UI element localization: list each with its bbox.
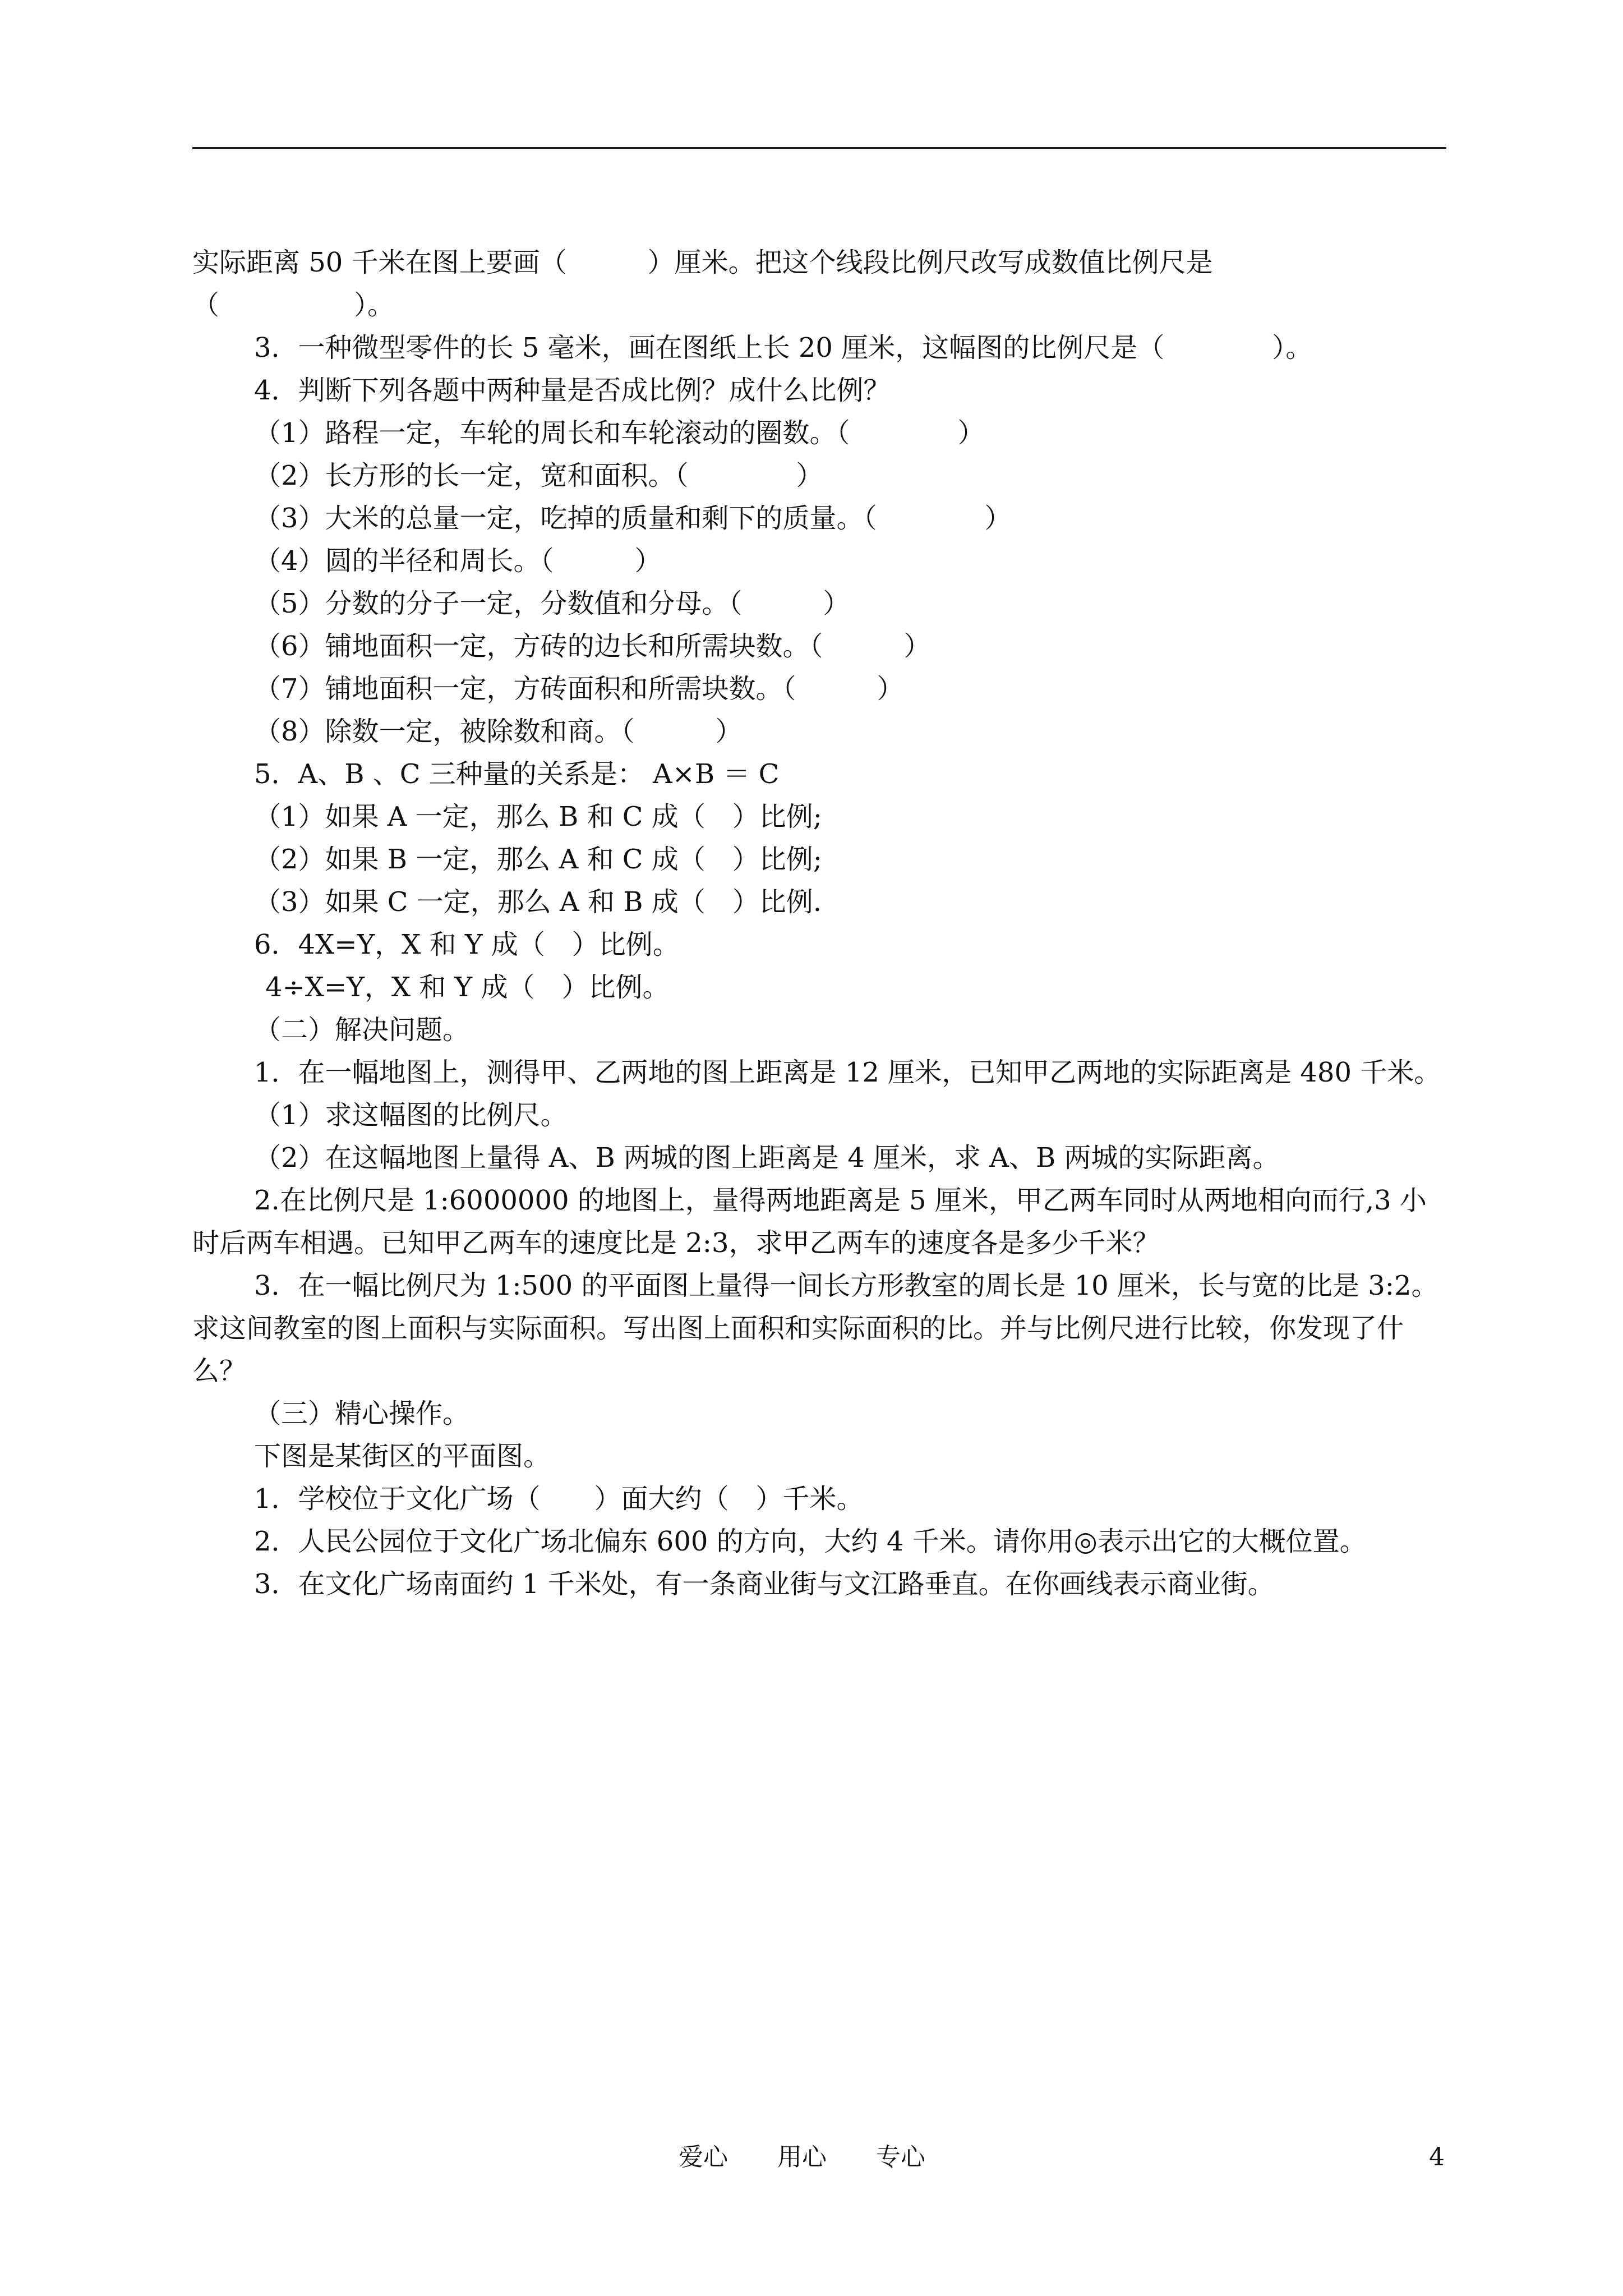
footer-motto: 爱心 用心 专心	[679, 2143, 925, 2171]
question-3: 3．一种微型零件的长 5 毫米，画在图纸上长 20 厘米，这幅图的比例尺是（ ）。	[254, 332, 1313, 364]
subquestion: （2）长方形的长一定，宽和面积。（ ）	[254, 460, 823, 491]
subquestion: （2）在这幅地图上量得 A、B 两城的图上距离是 4 厘米，求 A、B 两城的实际距离。	[254, 1142, 1280, 1174]
question-6: 6．4X=Y，X 和 Y 成（ ）比例。	[254, 929, 680, 960]
subquestion: （1）如果 A 一定，那么 B 和 C 成（ ）比例;	[254, 801, 822, 832]
question-6-part-2: 4÷X=Y，X 和 Y 成（ ）比例。	[265, 972, 670, 1003]
question-5: 5．A、B 、C 三种量的关系是： A×B ＝ C	[254, 758, 780, 790]
worksheet-body	[192, 241, 1446, 1605]
map-intro: 下图是某街区的平面图。	[254, 1441, 551, 1472]
subquestion: （5）分数的分子一定，分数值和分母。（ ）	[254, 588, 850, 619]
subquestion: （8）除数一定，被除数和商。（ ）	[254, 716, 743, 747]
subquestion: （6）铺地面积一定，方砖的边长和所需块数。（ ）	[254, 631, 931, 662]
map-question: 1．学校位于文化广场（ ）面大约（ ）千米。	[254, 1483, 864, 1515]
text-line: 实际距离 50 千米在图上要画（ ）厘米。把这个线段比例尺改写成数值比例尺是	[192, 247, 1213, 278]
subquestion: （7）铺地面积一定，方砖面积和所需块数。（ ）	[254, 673, 904, 705]
section-heading: （二）解决问题。	[254, 1014, 470, 1046]
problem-1: 1．在一幅地图上，测得甲、乙两地的图上距离是 12 厘米，已知甲乙两地的实际距离是 480 千米。	[254, 1057, 1441, 1088]
subquestion: （1）求这幅图的比例尺。	[254, 1099, 568, 1131]
subquestion: （1）路程一定，车轮的周长和车轮滚动的圈数。（ ）	[254, 417, 985, 449]
section-heading: （三）精心操作。	[254, 1398, 470, 1429]
subquestion: （2）如果 B 一定，那么 A 和 C 成（ ）比例;	[254, 844, 822, 875]
subquestion: （3）大米的总量一定，吃掉的质量和剩下的质量。（ ）	[254, 503, 1012, 534]
page-number: 4	[1429, 2143, 1445, 2171]
subquestion: （3）如果 C 一定，那么 A 和 B 成（ ）比例.	[254, 886, 822, 918]
map-question: 3．在文化广场南面约 1 千米处，有一条商业街与文江路垂直。在你画线表示商业街。	[254, 1568, 1275, 1600]
map-question: 2．人民公园位于文化广场北偏东 600 的方向，大约 4 千米。请你用◎表示出它的大概位置。	[254, 1526, 1367, 1557]
header-rule	[192, 147, 1446, 149]
subquestion: （4）圆的半径和周长。（ ）	[254, 545, 662, 577]
problem-2: 2.在比例尺是 1:6000000 的地图上，量得两地距离是 5 厘米，甲乙两车同时从两地相向而行,3 小时后两车相遇。已知甲乙两车的速度比是 2:3，求甲乙两车的速度各是多少千米？	[192, 1185, 1427, 1259]
text-line: （ ）。	[192, 289, 395, 321]
problem-3: 3．在一幅比例尺为 1:500 的平面图上量得一间长方形教室的周长是 10 厘米，长与宽的比是 3:2。求这间教室的图上面积与实际面积。写出图上面积和实际面积的比。并与比例尺进行比较，你发现了什么？	[192, 1270, 1438, 1387]
question-4: 4．判断下列各题中两种量是否成比例？成什么比例？	[254, 375, 891, 406]
